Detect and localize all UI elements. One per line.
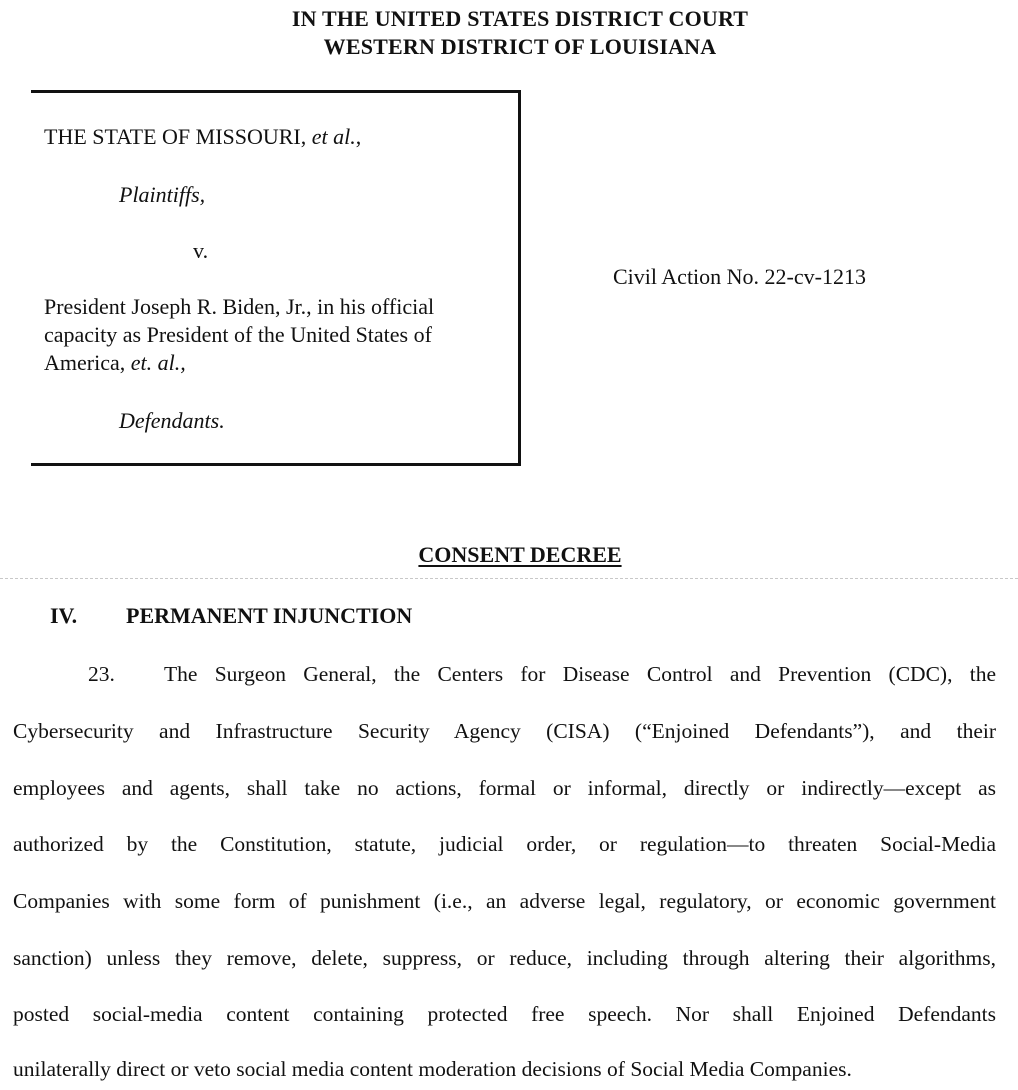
defendant-name-line: capacity as President of the United States of	[44, 322, 432, 347]
paragraph-line: unilaterally direct or veto social media content moderation decisions of Social Media Companies.	[13, 1057, 852, 1081]
versus-label: v.	[193, 238, 209, 263]
court-name-line: IN THE UNITED STATES DISTRICT COURT	[291, 6, 749, 31]
paragraph-line: Cybersecurity and Infrastructure Security Agency (CISA) (“Enjoined Defendants”), and their	[13, 719, 996, 743]
page-divider	[0, 578, 1018, 579]
civil-action-number: Civil Action No. 22-cv-1213	[613, 264, 866, 289]
plaintiff-name	[44, 123, 361, 151]
case-caption-box	[31, 90, 521, 466]
plaintiff-name-text: THE STATE OF MISSOURI,	[44, 124, 312, 149]
paragraph-number: 23.	[88, 662, 115, 686]
paragraph-line: The Surgeon General, the Centers for Disease Control and Prevention (CDC), the	[164, 662, 996, 686]
section-title: PERMANENT INJUNCTION	[126, 603, 413, 628]
defendant-name-line	[44, 349, 186, 377]
plaintiffs-role-label: Plaintiffs,	[119, 182, 206, 207]
paragraph-line: authorized by the Constitution, statute, judicial order, or regulation—to threaten Social-Media	[13, 832, 996, 856]
section-number: IV.	[50, 603, 78, 628]
defendant-name-text: America,	[44, 350, 131, 375]
court-district-line: WESTERN DISTRICT OF LOUISIANA	[323, 34, 717, 59]
paragraph-line: sanction) unless they remove, delete, suppress, or reduce, including through altering their algorithms,	[13, 946, 996, 970]
document-title	[0, 541, 1018, 569]
defendants-role-label: Defendants.	[119, 408, 225, 433]
document-title-text: CONSENT DECREE	[418, 542, 622, 567]
paragraph-line: Companies with some form of punishment (i.e., an adverse legal, regulatory, or economic government	[13, 889, 996, 913]
plaintiff-et-al: et al.	[311, 124, 356, 149]
defendant-name-line: President Joseph R. Biden, Jr., in his official	[44, 294, 435, 319]
paragraph-line: posted social-media content containing protected free speech. Nor shall Enjoined Defendants	[13, 1002, 996, 1026]
defendant-et-al: et. al.,	[130, 350, 186, 375]
plaintiff-comma: ,	[355, 124, 362, 149]
paragraph-line: employees and agents, shall take no actions, formal or informal, directly or indirectly—except as	[13, 776, 996, 800]
